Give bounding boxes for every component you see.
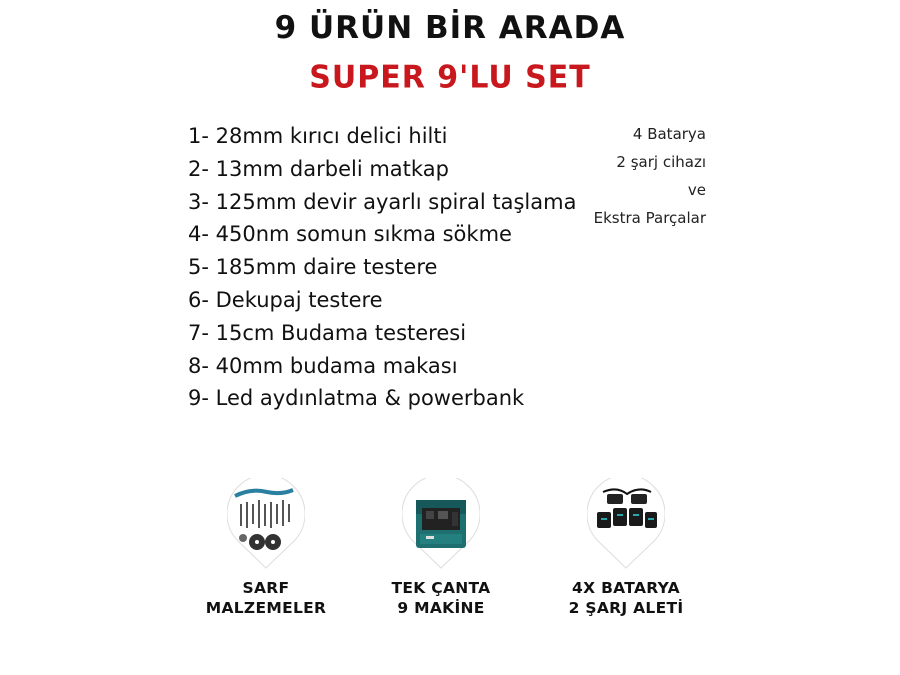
badge-label-line2: MALZEMELER (205, 599, 327, 617)
list-item: 4- 450nm somun sıkma sökme (188, 222, 512, 247)
battery-charger-icon (587, 478, 665, 556)
badge-label-line2: 9 MAKİNE (397, 599, 485, 617)
badge-consumables (176, 478, 356, 618)
list-item: 5- 185mm daire testere (188, 255, 438, 280)
list-item: 7- 15cm Budama testeresi (188, 320, 467, 345)
badge-label-line1: 4X BATARYA (572, 579, 680, 597)
badge-toolcase (351, 478, 531, 618)
product-list (188, 120, 576, 415)
toolcase-icon (402, 478, 480, 556)
list-item: 2- 13mm darbeli matkap (188, 156, 449, 181)
badge-label-line1: SARF (242, 579, 290, 597)
page-subtitle: SUPER 9'LU SET (309, 59, 591, 96)
extras-note (594, 120, 706, 232)
list-item: 9- Led aydınlatma & powerbank (188, 386, 525, 411)
extras-line: 2 şarj cihazı (616, 153, 706, 171)
list-item: 3- 125mm devir ayarlı spiral taşlama (188, 189, 577, 214)
badge-batteries (536, 478, 716, 618)
list-item: 1- 28mm kırıcı delici hilti (188, 124, 448, 148)
extras-line: ve (687, 181, 706, 199)
extras-line: 4 Batarya (632, 125, 706, 143)
page-title: 9 ÜRÜN BİR ARADA (274, 10, 626, 46)
list-item: 6- Dekupaj testere (188, 287, 383, 312)
badge-label-line1: TEK ÇANTA (391, 579, 491, 597)
list-item: 8- 40mm budama makası (188, 353, 458, 378)
badge-label-line2: 2 ŞARJ ALETİ (568, 599, 684, 617)
accessories-icon (227, 478, 305, 556)
extras-line: Ekstra Parçalar (593, 209, 706, 227)
